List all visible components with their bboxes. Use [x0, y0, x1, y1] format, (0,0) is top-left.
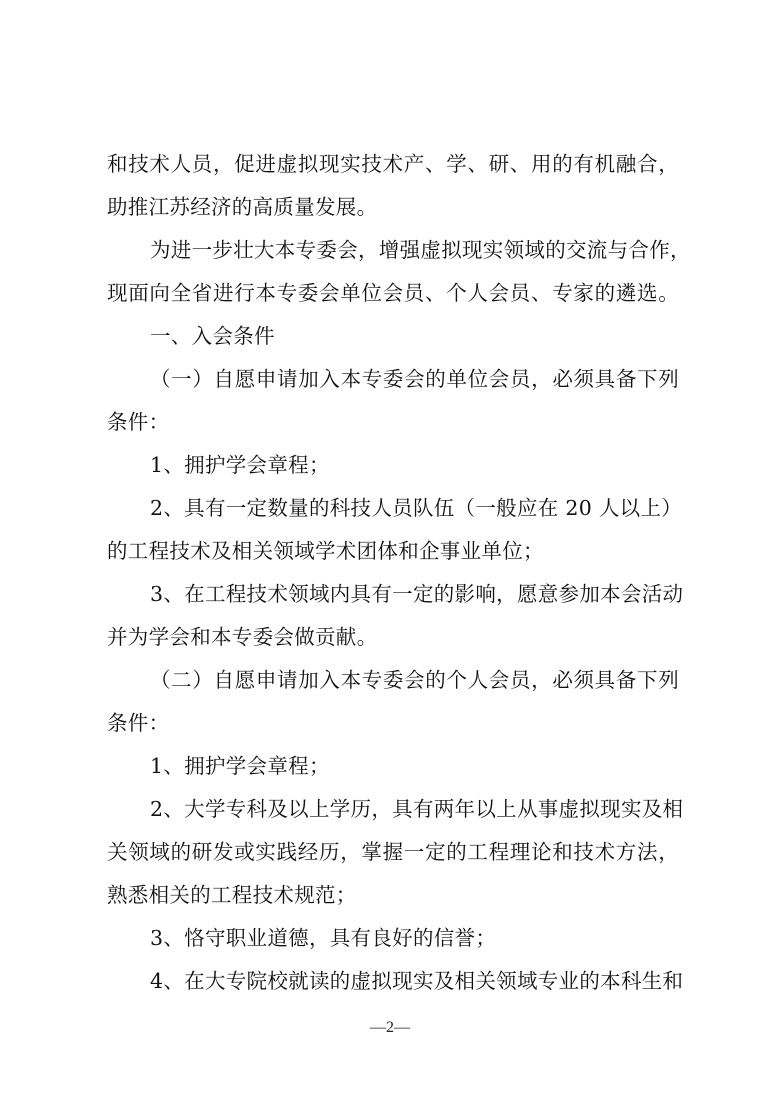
paragraph-line: 现面向全省进行本专委会单位会员、个人会员、专家的遴选。	[107, 281, 679, 305]
paragraph-line: 为进一步壮大本专委会，增强虚拟现实领域的交流与合作，	[150, 238, 691, 262]
paragraph-line: 助推江苏经济的高质量发展。	[107, 195, 378, 219]
paragraph-line: 条件：	[107, 410, 170, 434]
paragraph-line: 的工程技术及相关领域学术团体和企事业单位；	[107, 539, 544, 563]
paragraph-line: 熟悉相关的工程技术规范；	[107, 883, 357, 907]
paragraph-line: 关领域的研发或实践经历，掌握一定的工程理论和技术方法，	[107, 840, 679, 864]
list-item: 4、在大专院校就读的虚拟现实及相关领域专业的本科生和	[150, 969, 684, 993]
list-item: 1、拥护学会章程；	[150, 754, 330, 778]
paragraph-line: 并为学会和本专委会做贡献。	[107, 625, 378, 649]
subsection-heading: （一）自愿申请加入本专委会的单位会员，必须具备下列	[150, 367, 679, 391]
list-item: 2、具有一定数量的科技人员队伍（一般应在 20 人以上）	[150, 496, 683, 520]
section-heading: 一、入会条件	[150, 324, 275, 348]
paragraph-line: 和技术人员，促进虚拟现实技术产、学、研、用的有机融合，	[107, 152, 679, 176]
subsection-heading: （二）自愿申请加入本专委会的个人会员，必须具备下列	[150, 668, 679, 692]
list-item: 1、拥护学会章程；	[150, 453, 330, 477]
list-item: 3、恪守职业道德，具有良好的信誉；	[150, 926, 497, 950]
page-number: —2—	[370, 1019, 410, 1036]
list-item: 2、大学专科及以上学历，具有两年以上从事虚拟现实及相	[150, 797, 684, 821]
paragraph-line: 条件：	[107, 711, 170, 735]
list-item: 3、在工程技术领域内具有一定的影响，愿意参加本会活动	[150, 582, 684, 606]
